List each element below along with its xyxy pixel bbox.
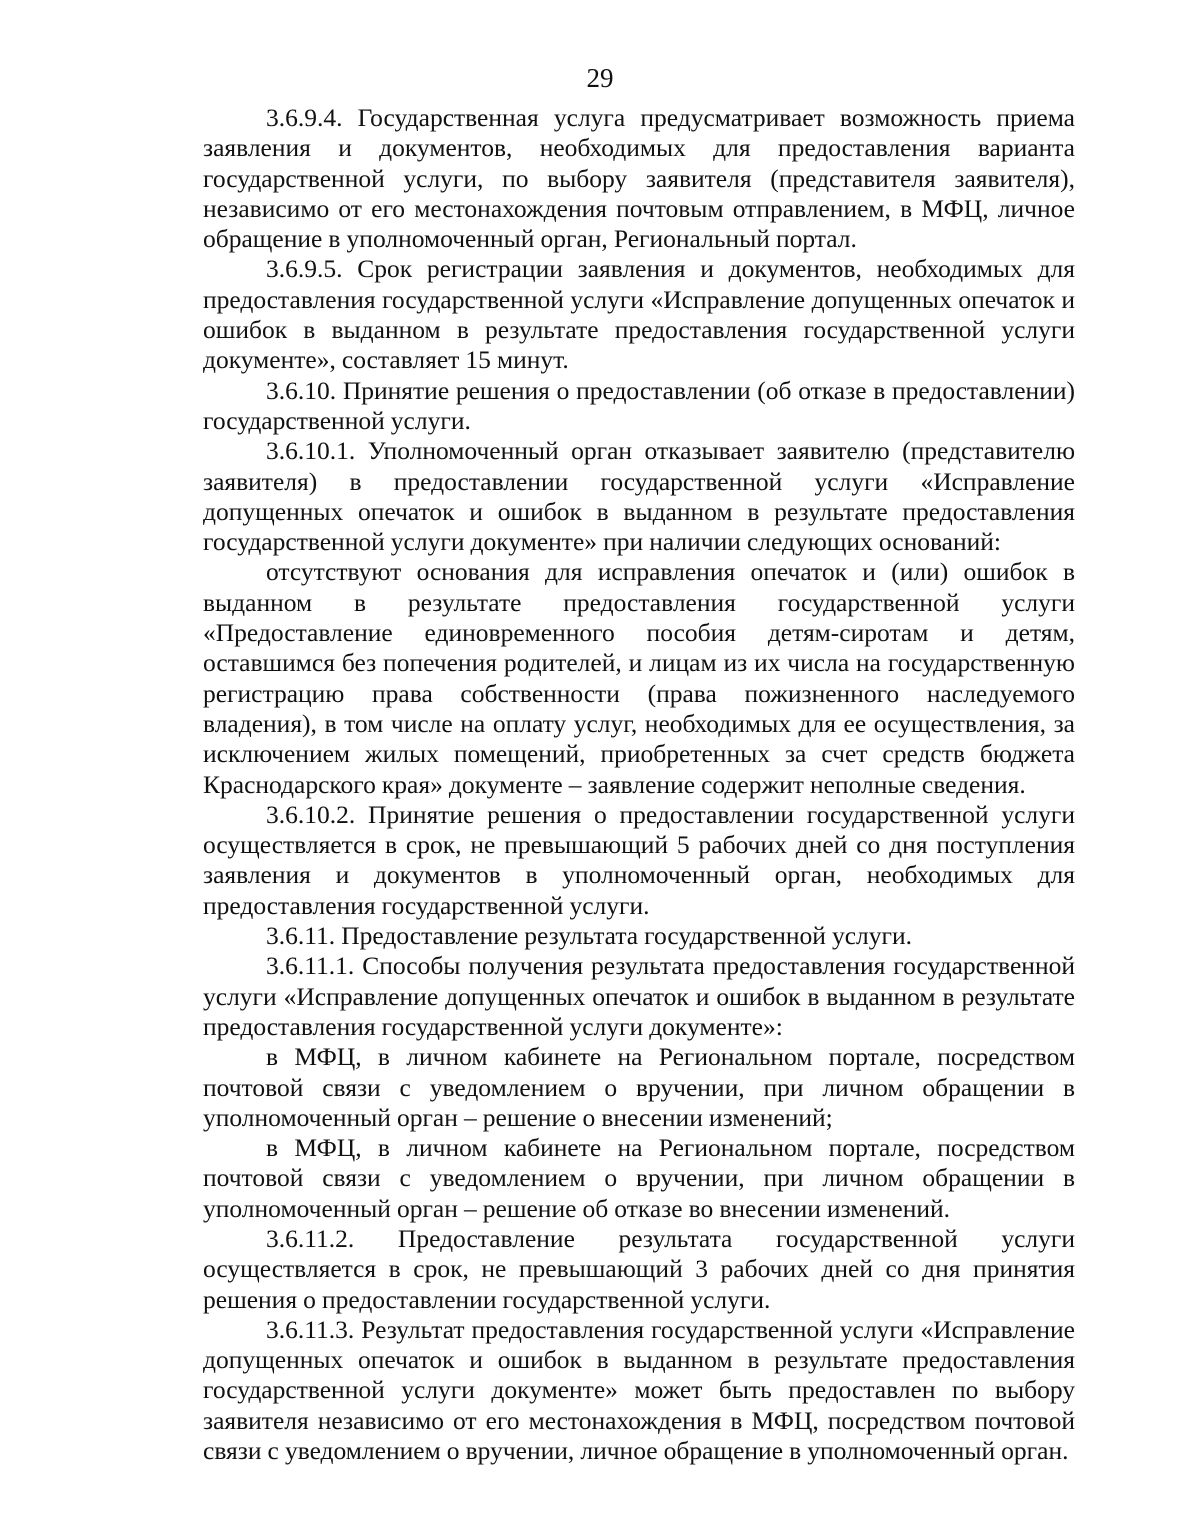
paragraph-3-6-11: 3.6.11. Предоставление результата государственной услуги. [266,921,913,951]
document-body [203,103,1075,1466]
paragraph-3-6-10-2: 3.6.10.2. Принятие решения о предоставлении государственной услуги осуществляется в срок, не превышающий 5 рабочих дней со дня поступления заявления и документов в уполномоченный орган, необходимых для предоставления государственной услуги. [203,799,1075,920]
paragraph-3-6-11-2: 3.6.11.2. Предоставление результата государственной услуги осуществляется в срок, не превышающий 3 рабочих дней со дня принятия решения о предоставлении государственной услуги. [203,1223,1075,1314]
paragraph-3-6-9-4: 3.6.9.4. Государственная услуга предусматривает возможность приема заявления и документов, необходимых для предоставления варианта государственной услуги, по выбору заявителя (представителя заявителя), независимо от его местонахождения почтовым отправлением, в МФЦ, личное обращение в уполномоченный орган, Региональный портал. [203,103,1075,254]
paragraph-result-method-approval: в МФЦ, в личном кабинете на Региональном портале, посредством почтовой связи с уведомлением о вручении, при личном обращении в уполномоченный орган – решение о внесении изменений; [203,1042,1075,1132]
paragraph-refusal-grounds: отсутствуют основания для исправления опечаток и (или) ошибок в выданном в результате предоставления государственной услуги «Предоставление единовременного пособия детям-сиротам и детям, оставшимся без попечения родителей, и лицам из их числа на государственную регистрацию права собственности (права пожизненного наследуемого владения), в том числе на оплату услуг, необходимых для ее осуществления, за исключением жилых помещений, приобретенных за счет средств бюджета Краснодарского края» документе – заявление содержит неполные сведения. [203,557,1075,799]
paragraph-3-6-11-1: 3.6.11.1. Способы получения результата предоставления государственной услуги «Исправление допущенных опечаток и ошибок в выданном в результате предоставления государственной услуги документе»: [203,951,1075,1041]
paragraph-3-6-10-1: 3.6.10.1. Уполномоченный орган отказывает заявителю (представителю заявителя) в предоставлении государственной услуги «Исправление допущенных опечаток и ошибок в выданном в результате предоставления государственной услуги документе» при наличии следующих оснований: [203,436,1075,557]
page-number: 29 [586,63,614,93]
paragraph-3-6-9-5: 3.6.9.5. Срок регистрации заявления и документов, необходимых для предоставления государственной услуги «Исправление допущенных опечаток и ошибок в выданном в результате предоставления государственной услуги документе», составляет 15 минут. [203,254,1075,375]
paragraph-3-6-10: 3.6.10. Принятие решения о предоставлении (об отказе в предоставлении) государственной услуги. [203,375,1075,435]
paragraph-result-method-refusal: в МФЦ, в личном кабинете на Региональном портале, посредством почтовой связи с уведомлением о вручении, при личном обращении в уполномоченный орган – решение об отказе во внесении изменений. [203,1133,1075,1223]
paragraph-3-6-11-3: 3.6.11.3. Результат предоставления государственной услуги «Исправление допущенных опечаток и ошибок в выданном в результате предоставления государственной услуги документе» может быть предоставлен по выбору заявителя независимо от его местонахождения в МФЦ, посредством почтовой связи с уведомлением о вручении, личное обращение в уполномоченный орган. [203,1314,1075,1466]
